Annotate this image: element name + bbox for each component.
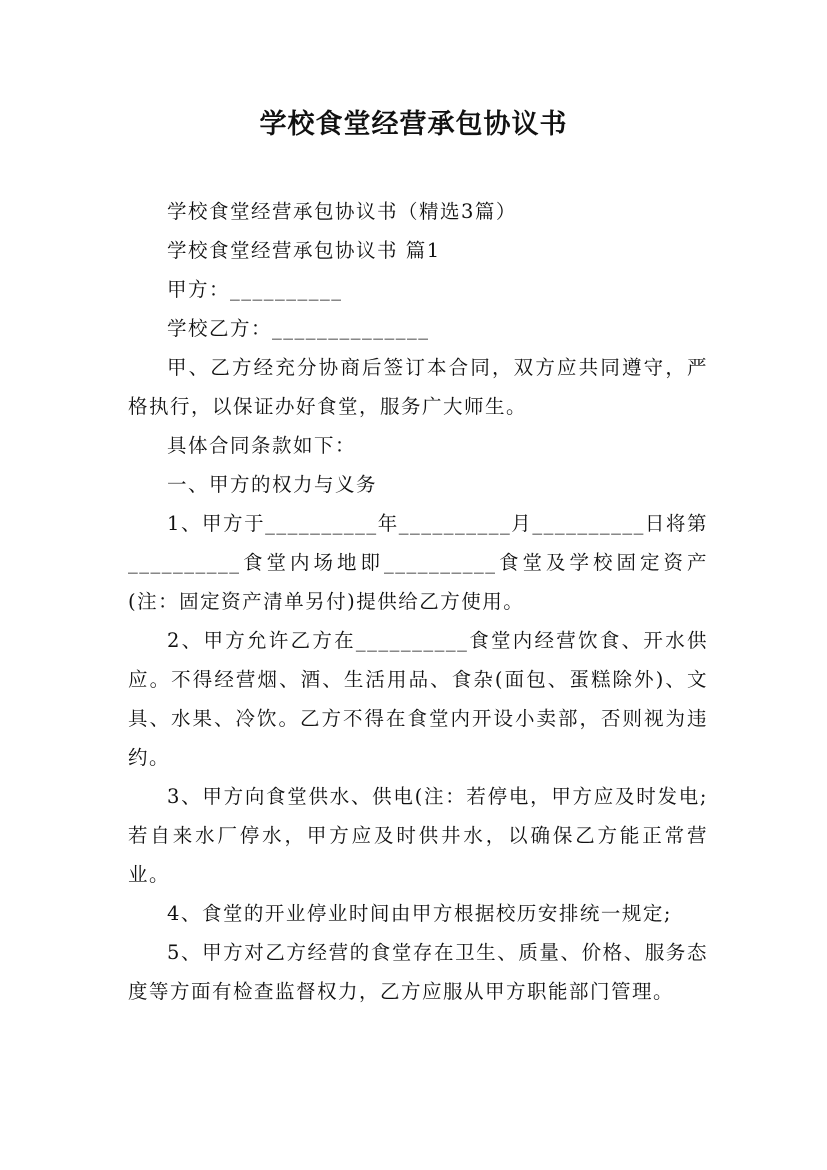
paragraph-section-heading: 学校食堂经营承包协议书 篇1 [167, 239, 441, 262]
paragraph-clause-3: 3、甲方向食堂供水、供电(注：若停电，甲方应及时发电;若自来水厂停水，甲方应及时供井水，以确保乙方能正常营业。 [128, 785, 708, 886]
paragraph-clause-2: 2、甲方允许乙方在__________食堂内经营饮食、开水供应。不得经营烟、酒、生活用品、食杂(面包、蛋糕除外)、文具、水果、冷饮。乙方不得在食堂内开设小卖部，否则视为违约。 [128, 629, 708, 769]
paragraph-clause-5: 5、甲方对乙方经营的食堂存在卫生、质量、价格、服务态度等方面有检查监督权力，乙方应服从甲方职能部门管理。 [128, 941, 708, 1003]
paragraph-clause-4: 4、食堂的开业停业时间由甲方根据校历安排统一规定; [167, 902, 672, 925]
paragraph-party-a: 甲方：__________ [167, 278, 343, 301]
paragraph-party-b: 学校乙方：______________ [167, 317, 430, 340]
paragraph-preamble: 甲、乙方经充分协商后签订本合同，双方应共同遵守，严格执行，以保证办好食堂，服务广大师生。 [128, 356, 708, 418]
paragraph-clause-1: 1、甲方于__________年__________月__________日将第__________食堂内场地即__________食堂及学校固定资产(注：固定资产清单另付)提供给乙方使用。 [128, 512, 708, 613]
document-body [128, 192, 708, 1011]
paragraph-clause-heading: 一、甲方的权力与义务 [167, 473, 378, 496]
paragraph-terms-intro: 具体合同条款如下： [167, 434, 357, 457]
paragraph-subtitle: 学校食堂经营承包协议书（精选3篇） [167, 200, 517, 223]
document-title: 学校食堂经营承包协议书 [259, 109, 568, 140]
